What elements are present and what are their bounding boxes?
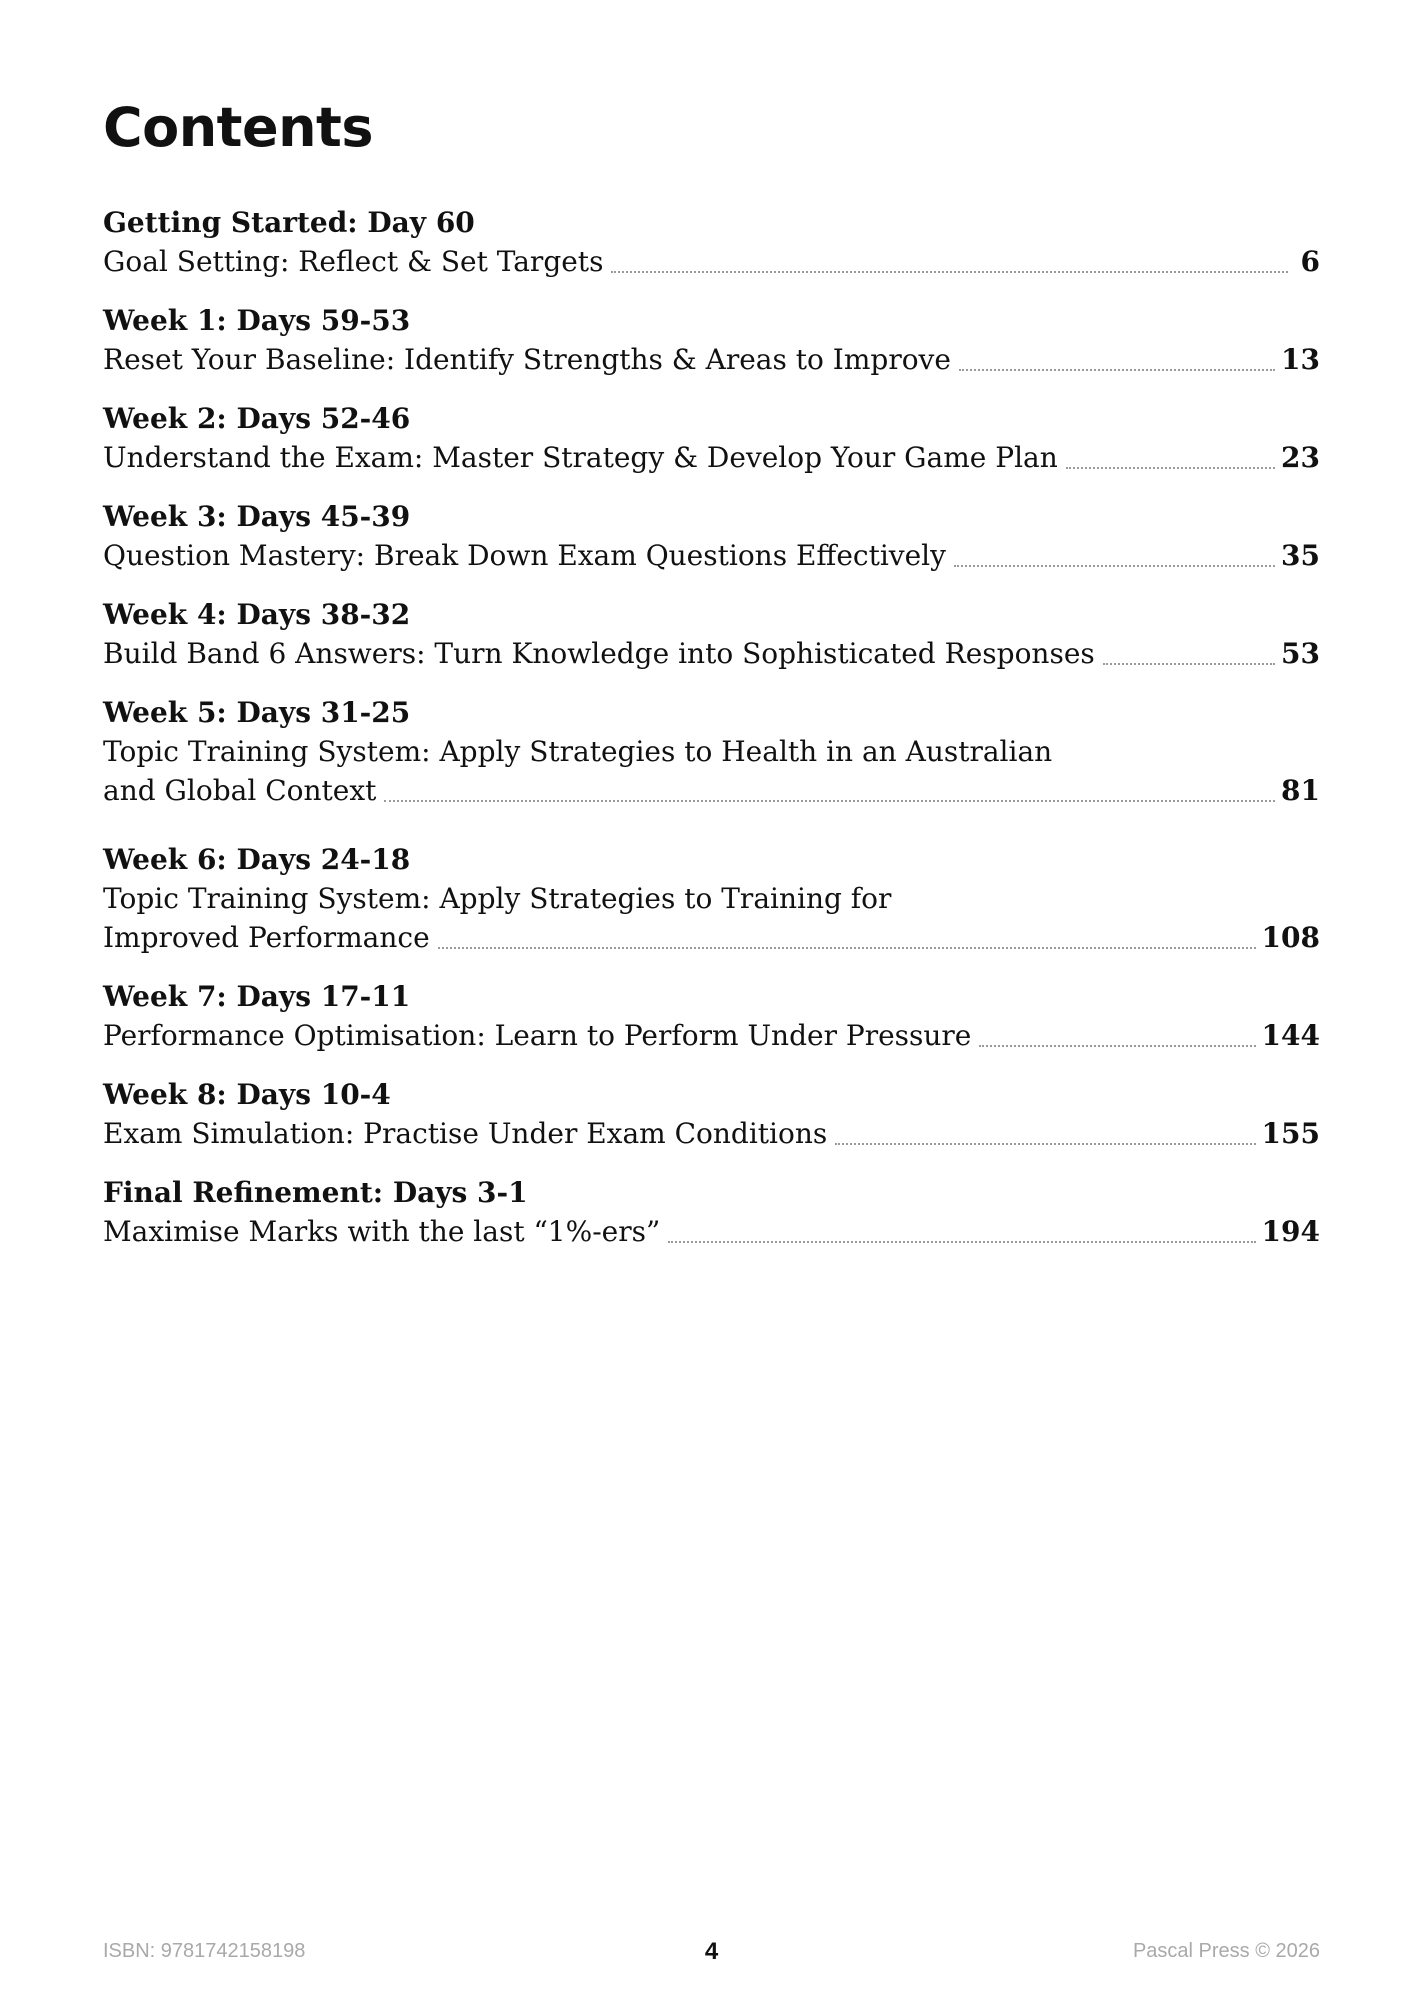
toc-entry-page-number: 144 bbox=[1261, 1019, 1320, 1052]
toc-entry-line[interactable] bbox=[103, 634, 1320, 673]
toc-entry-line[interactable] bbox=[103, 1016, 1320, 1055]
toc-entry-title: and Global Context bbox=[103, 774, 377, 807]
toc-entry bbox=[103, 693, 1320, 810]
dot-leader bbox=[959, 369, 1275, 371]
table-of-contents bbox=[103, 203, 1320, 1271]
toc-entry-heading: Week 2: Days 52-46 bbox=[103, 402, 411, 435]
toc-entry-page-number: 35 bbox=[1281, 539, 1320, 572]
toc-entry-heading: Week 4: Days 38-32 bbox=[103, 598, 411, 631]
toc-entry bbox=[103, 595, 1320, 673]
page-number: 4 bbox=[704, 1938, 719, 1965]
dot-leader bbox=[979, 1045, 1255, 1047]
toc-entry-line[interactable] bbox=[103, 536, 1320, 575]
toc-entry bbox=[103, 1075, 1320, 1153]
toc-entry-title: Understand the Exam: Master Strategy & Develop Your Game Plan bbox=[103, 441, 1058, 474]
dot-leader bbox=[835, 1143, 1255, 1145]
dot-leader bbox=[611, 271, 1288, 273]
toc-entry-page-number: 155 bbox=[1261, 1117, 1320, 1150]
toc-entry-line[interactable] bbox=[103, 340, 1320, 379]
toc-entry-heading: Week 8: Days 10-4 bbox=[103, 1078, 391, 1111]
copyright-label: Pascal Press © 2026 bbox=[1132, 1940, 1320, 1962]
dot-leader bbox=[668, 1241, 1255, 1243]
toc-entry-heading: Week 7: Days 17-11 bbox=[103, 980, 411, 1013]
toc-entry bbox=[103, 1173, 1320, 1251]
toc-entry-page-number: 81 bbox=[1281, 774, 1320, 807]
toc-entry-page-number: 23 bbox=[1281, 441, 1320, 474]
dot-leader bbox=[1066, 467, 1275, 469]
toc-entry-title: Maximise Marks with the last “1%-ers” bbox=[103, 1215, 661, 1248]
toc-entry-heading: Week 1: Days 59-53 bbox=[103, 304, 411, 337]
toc-entry-title: Reset Your Baseline: Identify Strengths & Areas to Improve bbox=[103, 343, 951, 376]
toc-entry-title: Performance Optimisation: Learn to Perform Under Pressure bbox=[103, 1019, 972, 1052]
toc-entry bbox=[103, 497, 1320, 575]
toc-entry bbox=[103, 399, 1320, 477]
toc-entry-line[interactable] bbox=[103, 1114, 1320, 1153]
toc-entry bbox=[103, 977, 1320, 1055]
toc-entry-page-number: 108 bbox=[1261, 921, 1320, 954]
toc-entry bbox=[103, 203, 1320, 281]
toc-entry-title-line-1: Topic Training System: Apply Strategies to Health in an Australian bbox=[103, 735, 1053, 768]
toc-entry-heading: Week 6: Days 24-18 bbox=[103, 843, 411, 876]
toc-entry-line[interactable] bbox=[103, 438, 1320, 477]
toc-entry-line[interactable] bbox=[103, 771, 1320, 810]
toc-entry-heading: Week 3: Days 45-39 bbox=[103, 500, 411, 533]
toc-entry-page-number: 6 bbox=[1300, 245, 1320, 278]
toc-entry-page-number: 53 bbox=[1281, 637, 1320, 670]
toc-entry bbox=[103, 840, 1320, 957]
toc-entry-line[interactable] bbox=[103, 918, 1320, 957]
dot-leader bbox=[954, 565, 1275, 567]
toc-entry-title: Improved Performance bbox=[103, 921, 430, 954]
toc-entry-page-number: 194 bbox=[1261, 1215, 1320, 1248]
toc-entry-heading: Getting Started: Day 60 bbox=[103, 206, 475, 239]
isbn-label: ISBN: 9781742158198 bbox=[103, 1940, 306, 1962]
toc-entry-page-number: 13 bbox=[1281, 343, 1320, 376]
toc-entry-title: Question Mastery: Break Down Exam Questions Effectively bbox=[103, 539, 946, 572]
toc-entry-title-line-1: Topic Training System: Apply Strategies to Training for bbox=[103, 882, 892, 915]
toc-entry-line[interactable] bbox=[103, 1212, 1320, 1251]
page-title: Contents bbox=[103, 96, 374, 159]
toc-entry-title: Exam Simulation: Practise Under Exam Conditions bbox=[103, 1117, 828, 1150]
dot-leader bbox=[1103, 663, 1275, 665]
toc-entry-title: Goal Setting: Reflect & Set Targets bbox=[103, 245, 604, 278]
toc-entry-heading: Week 5: Days 31-25 bbox=[103, 696, 411, 729]
toc-entry bbox=[103, 301, 1320, 379]
dot-leader bbox=[384, 800, 1275, 802]
toc-entry-title: Build Band 6 Answers: Turn Knowledge into Sophisticated Responses bbox=[103, 637, 1095, 670]
toc-entry-heading: Final Refinement: Days 3-1 bbox=[103, 1176, 528, 1209]
page-footer bbox=[103, 1938, 1320, 1968]
toc-entry-line[interactable] bbox=[103, 242, 1320, 281]
dot-leader bbox=[438, 947, 1256, 949]
